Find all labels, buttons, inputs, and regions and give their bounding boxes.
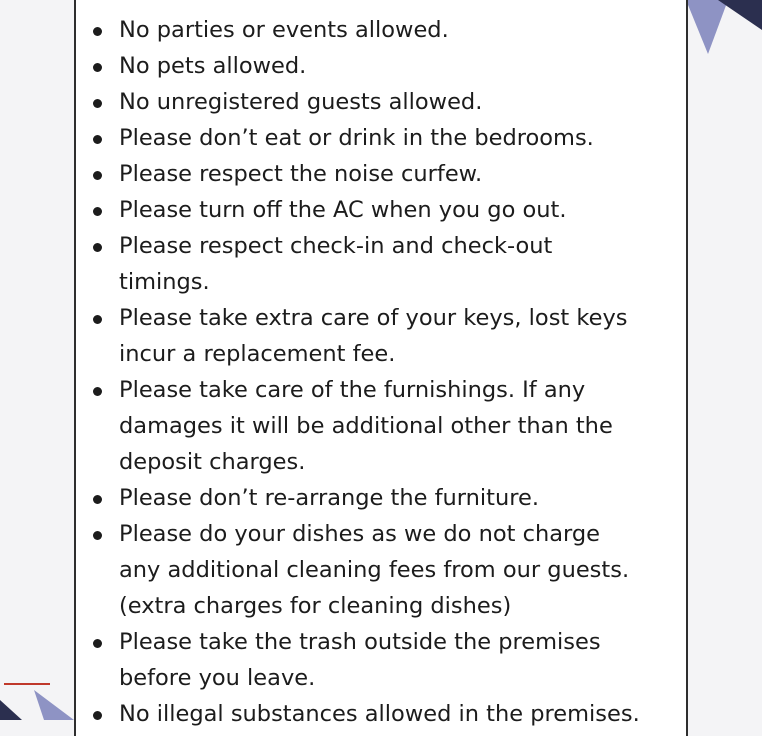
rule-item: [88, 300, 688, 372]
rule-text-line: Please respect check-in and check-out: [119, 233, 553, 259]
rule-text-line: No illegal substances allowed in the premises.: [119, 701, 640, 727]
rule-text-line: before you leave.: [119, 665, 316, 691]
bullet-icon: [93, 99, 102, 108]
house-rules-list: [88, 12, 688, 732]
rule-item: [88, 228, 688, 300]
periwinkle-corner-triangle: [34, 690, 74, 720]
bullet-icon: [93, 531, 102, 540]
rule-item: [88, 48, 688, 84]
rule-text-line: incur a replacement fee.: [119, 341, 396, 367]
bullet-icon: [93, 27, 102, 36]
rule-item: [88, 84, 688, 120]
rule-item: [88, 192, 688, 228]
rule-text-line: Please take extra care of your keys, lost keys: [119, 305, 628, 331]
rule-text-line: Please don’t eat or drink in the bedrooms.: [119, 125, 594, 151]
rule-text-line: Please take the trash outside the premises: [119, 629, 601, 655]
rule-text-line: damages it will be additional other than the: [119, 413, 613, 439]
bullet-icon: [93, 315, 102, 324]
rule-item: [88, 120, 688, 156]
bullet-icon: [93, 711, 102, 720]
rule-item: [88, 12, 688, 48]
rule-item: [88, 372, 688, 480]
bullet-icon: [93, 63, 102, 72]
rule-text-line: (extra charges for cleaning dishes): [119, 593, 512, 619]
rule-text-line: No unregistered guests allowed.: [119, 89, 483, 115]
rule-item: [88, 480, 688, 516]
bullet-icon: [93, 135, 102, 144]
rule-text-line: Please do your dishes as we do not charge: [119, 521, 601, 547]
bullet-icon: [93, 243, 102, 252]
top-right-decoration: [680, 0, 762, 60]
rule-item: [88, 624, 688, 696]
periwinkle-triangle: [686, 0, 728, 54]
rule-text-line: No parties or events allowed.: [119, 17, 449, 43]
rule-text-line: timings.: [119, 269, 210, 295]
rule-item: [88, 696, 688, 732]
navy-corner-triangle: [0, 700, 22, 720]
rule-text-line: Please take care of the furnishings. If any: [119, 377, 586, 403]
rule-text-line: No pets allowed.: [119, 53, 307, 79]
rule-text-line: Please turn off the AC when you go out.: [119, 197, 567, 223]
bullet-icon: [93, 207, 102, 216]
bullet-icon: [93, 171, 102, 180]
rule-text-line: any additional cleaning fees from our guests.: [119, 557, 630, 583]
bullet-icon: [93, 639, 102, 648]
rule-item: [88, 516, 688, 624]
rule-text-line: Please respect the noise curfew.: [119, 161, 483, 187]
bottom-left-decoration: [0, 660, 74, 720]
rule-item: [88, 156, 688, 192]
bullet-icon: [93, 387, 102, 396]
rule-text-line: deposit charges.: [119, 449, 306, 475]
bullet-icon: [93, 495, 102, 504]
rule-text-line: Please don’t re-arrange the furniture.: [119, 485, 539, 511]
